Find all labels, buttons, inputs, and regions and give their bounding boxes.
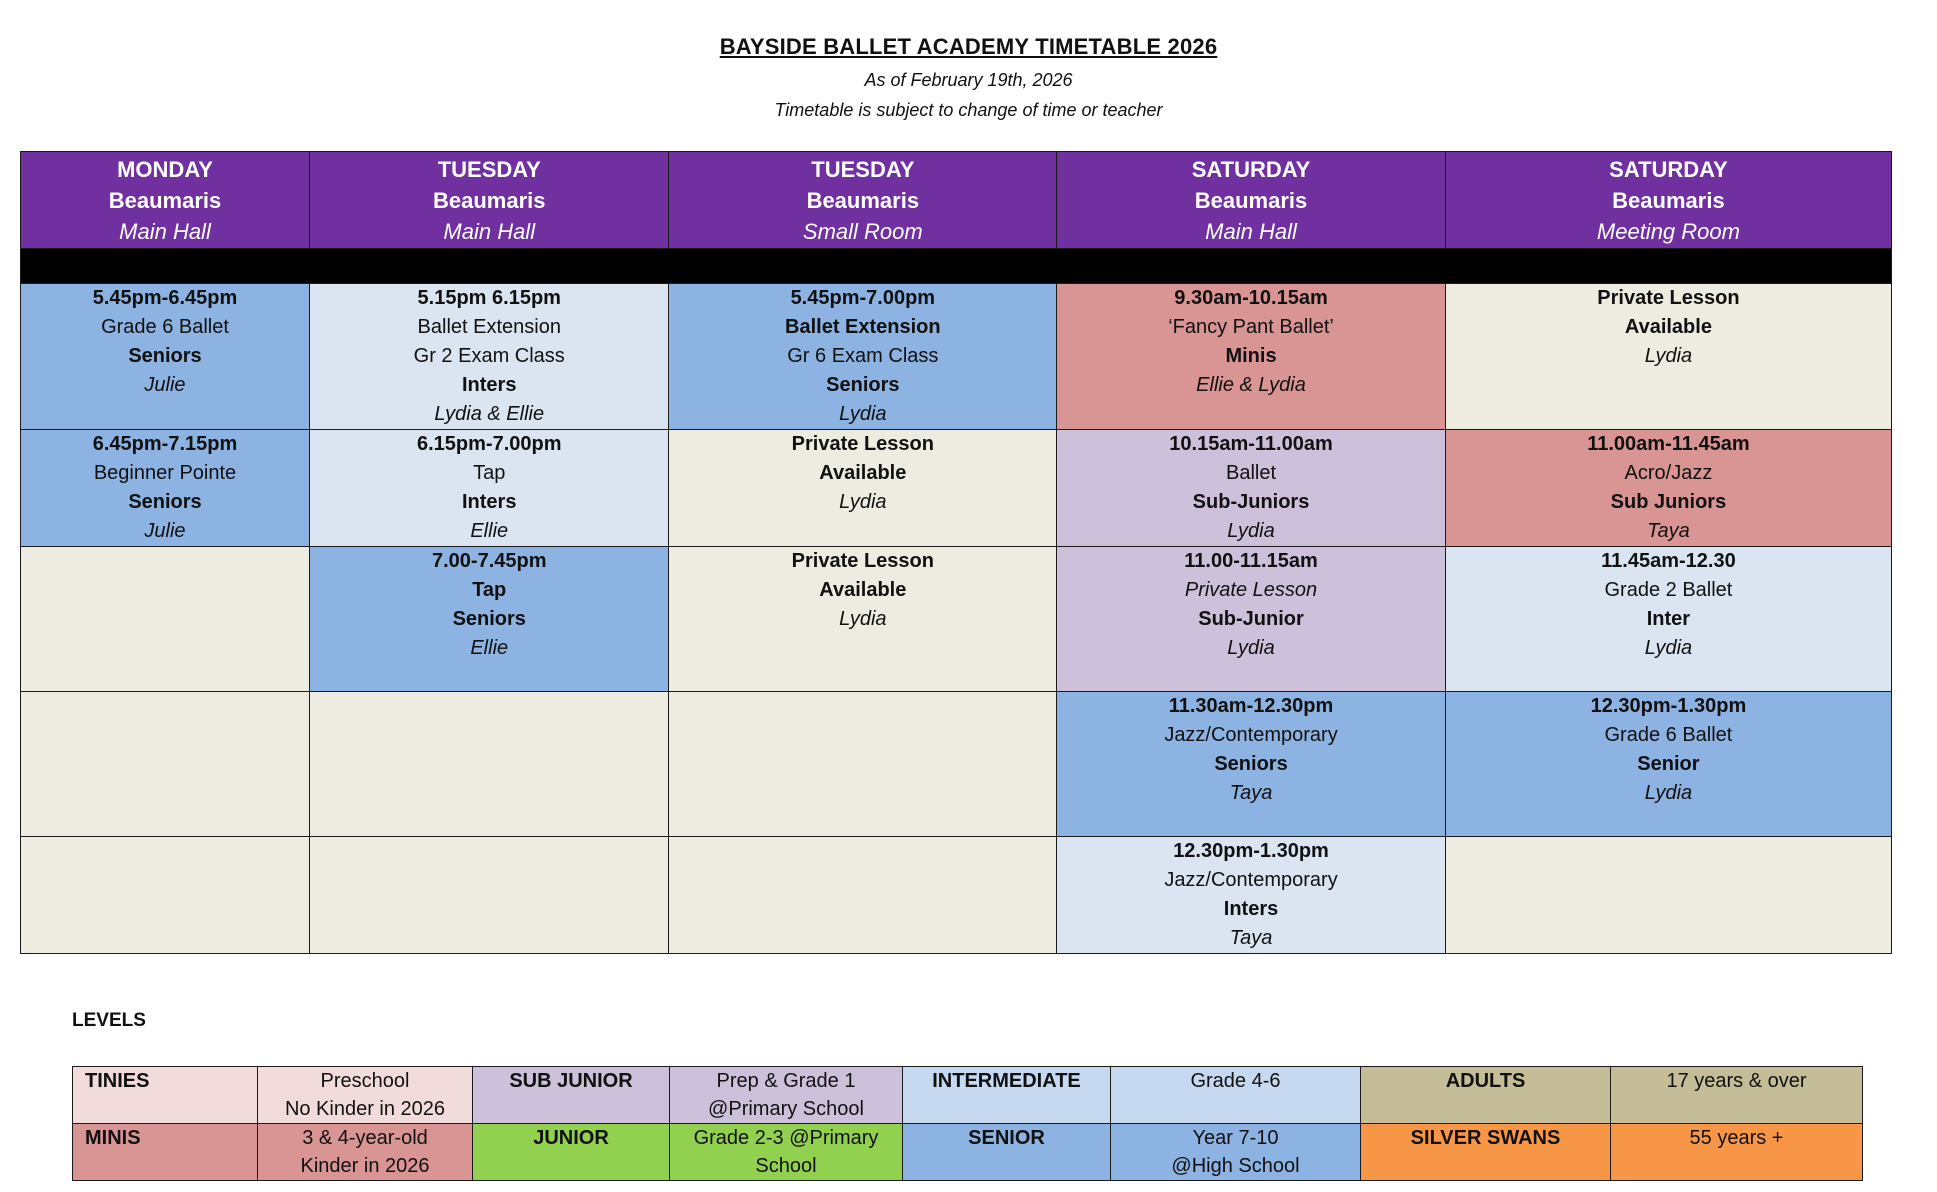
class-teacher: Lydia [839,491,887,513]
class-time: Private Lesson [791,433,934,455]
class-level: Seniors [452,608,526,630]
column-day: SATURDAY [1609,157,1728,182]
class-time: 11.00-11.15am [1184,550,1318,572]
level-desc-line: 3 & 4-year-old [302,1127,428,1149]
timetable-header-row [21,152,1892,249]
class-time: Private Lesson [791,550,934,572]
level-desc-line: School [755,1155,817,1177]
class-time: 10.15am-11.00am [1169,433,1333,455]
class-level: Minis [1225,345,1277,367]
class-time: Private Lesson [1597,287,1740,309]
class-name: Beginner Pointe [93,462,237,484]
as-of-date: As of February 19th, 2026 [864,70,1073,90]
level-desc-line: Grade 2-3 @Primary [693,1127,879,1149]
class-cell [21,284,310,430]
class-detail: Gr 2 Exam Class [413,345,565,367]
change-notice: Timetable is subject to change of time or teacher [774,100,1163,120]
level-name: SUB JUNIOR [473,1067,670,1124]
class-time: 11.30am-12.30pm [1168,695,1334,717]
divider-bar [21,249,1892,284]
class-cell [1445,547,1891,692]
class-name: Acro/Jazz [1624,462,1713,484]
class-name: Ballet Extension [785,316,941,338]
class-time: 12.30pm-1.30pm [1590,695,1747,717]
class-teacher: Julie [144,520,186,542]
level-name: TINIES [73,1067,258,1124]
levels-legend [72,1066,1863,1181]
level-desc-line: 17 years & over [1666,1070,1807,1092]
class-cell [1445,692,1891,837]
class-level: Inter [1646,608,1691,630]
class-time: 9.30am-10.15am [1174,287,1328,309]
timetable-row [21,284,1892,430]
class-teacher: Taya [1647,520,1690,542]
column-header [669,152,1057,249]
class-name: Ballet [1226,462,1277,484]
column-location: Beaumaris [1612,188,1725,213]
class-time: 6.15pm-7.00pm [416,433,562,455]
class-level: Available [819,462,907,484]
class-teacher: Taya [1229,782,1273,804]
class-teacher: Julie [144,374,186,396]
class-cell [669,430,1057,547]
column-room: Meeting Room [1596,219,1740,244]
column-header [1445,152,1891,249]
class-teacher: Lydia [839,608,887,630]
divider-row [21,249,1892,284]
timetable-row [21,837,1892,954]
column-header [21,152,310,249]
class-name: Grade 6 Ballet [101,316,229,338]
level-name: SENIOR [903,1124,1111,1181]
class-level: Inters [462,374,517,396]
class-time: 12.30pm-1.30pm [1173,840,1329,862]
class-cell [1445,284,1891,430]
timetable [20,151,1892,954]
class-cell [21,430,310,547]
class-name: Jazz/Contemporary [1164,869,1338,891]
class-teacher: Lydia [1227,520,1275,542]
class-teacher: Ellie [470,520,509,542]
class-cell [1057,284,1446,430]
level-name: INTERMEDIATE [903,1067,1111,1124]
level-desc-line: Preschool [320,1070,410,1092]
empty-cell [669,692,1057,837]
level-description [1611,1067,1863,1124]
class-cell [310,284,669,430]
class-name: Private Lesson [1184,579,1318,601]
empty-cell [310,837,669,954]
empty-cell [21,837,310,954]
empty-cell [21,692,310,837]
class-teacher: Lydia [1644,782,1693,804]
column-room: Main Hall [443,219,536,244]
column-header [1057,152,1446,249]
class-name: Jazz/Contemporary [1164,724,1338,746]
class-cell [669,284,1057,430]
class-time: 5.45pm-7.00pm [790,287,936,309]
class-detail: Gr 6 Exam Class [787,345,939,367]
class-level: Seniors [128,345,202,367]
legend-row [73,1067,1863,1124]
class-level: Senior [1637,753,1700,775]
level-description [670,1124,903,1181]
empty-cell [669,837,1057,954]
level-description [670,1067,903,1124]
class-cell [1057,547,1446,692]
level-description [1611,1124,1863,1181]
class-name: Grade 6 Ballet [1604,724,1733,746]
level-description [1111,1124,1361,1181]
level-desc-line: No Kinder in 2026 [284,1098,446,1120]
level-desc-line: 55 years + [1689,1127,1784,1149]
column-room: Small Room [802,219,923,244]
level-desc-line: Prep & Grade 1 [716,1070,856,1092]
class-level: Available [1624,316,1712,338]
class-teacher: Lydia [839,403,887,425]
class-level: Inters [462,491,517,513]
class-name: Grade 2 Ballet [1604,579,1733,601]
class-level: Sub Juniors [1610,491,1727,513]
class-teacher: Lydia & Ellie [434,403,545,425]
class-teacher: Ellie & Lydia [1196,374,1306,396]
levels-heading: LEVELS [72,1010,146,1031]
column-room: Main Hall [1205,219,1297,244]
level-name: MINIS [73,1124,258,1181]
class-teacher: Taya [1229,927,1273,949]
column-header [310,152,669,249]
class-teacher: Lydia [1227,637,1275,659]
class-time: 5.15pm 6.15pm [417,287,561,309]
level-desc-line: Year 7-10 [1192,1127,1279,1149]
column-location: Beaumaris [806,188,920,213]
class-name: ‘Fancy Pant Ballet’ [1168,316,1334,338]
class-level: Sub-Juniors [1192,491,1310,513]
class-name: Tap [473,462,506,484]
class-level: Sub-Junior [1198,608,1304,630]
class-name: Tap [472,579,507,601]
class-cell [310,430,669,547]
class-time: 11.45am-12.30 [1601,550,1736,572]
class-teacher: Lydia [1644,345,1693,367]
empty-cell [310,692,669,837]
level-name: JUNIOR [473,1124,670,1181]
class-level: Seniors [128,491,202,513]
level-description [258,1124,473,1181]
timetable-row [21,547,1892,692]
level-name: SILVER SWANS [1361,1124,1611,1181]
class-teacher: Lydia [1644,637,1693,659]
class-time: 7.00-7.45pm [431,550,547,572]
legend-row [73,1124,1863,1181]
class-cell [1445,430,1891,547]
column-location: Beaumaris [1194,188,1308,213]
column-day: TUESDAY [811,157,915,182]
class-cell [1057,430,1446,547]
level-description [258,1067,473,1124]
column-location: Beaumaris [432,188,546,213]
level-desc-line: Grade 4-6 [1190,1070,1281,1092]
class-name: Ballet Extension [417,316,561,338]
class-level: Available [819,579,907,601]
column-day: SATURDAY [1191,157,1311,182]
column-location: Beaumaris [108,188,222,213]
class-level: Seniors [1214,753,1288,775]
class-time: 6.45pm-7.15pm [92,433,238,455]
empty-cell [21,547,310,692]
class-cell [1057,837,1446,954]
empty-cell [1445,837,1891,954]
level-desc-line: @Primary School [708,1098,864,1120]
level-desc-line: @High School [1171,1155,1300,1177]
column-day: MONDAY [117,157,213,182]
class-cell [310,547,669,692]
level-description [1111,1067,1361,1124]
class-cell [1057,692,1446,837]
page-title: BAYSIDE BALLET ACADEMY TIMETABLE 2026 [719,34,1218,59]
timetable-row [21,692,1892,837]
level-name: ADULTS [1361,1067,1611,1124]
timetable-row [21,430,1892,547]
class-time: 11.00am-11.45am [1587,433,1750,455]
class-time: 5.45pm-6.45pm [92,287,238,309]
column-room: Main Hall [119,219,211,244]
class-level: Seniors [826,374,900,396]
class-teacher: Ellie [470,637,509,659]
level-desc-line: Kinder in 2026 [300,1155,430,1177]
class-level: Inters [1223,898,1279,920]
column-day: TUESDAY [437,157,541,182]
class-cell [669,547,1057,692]
